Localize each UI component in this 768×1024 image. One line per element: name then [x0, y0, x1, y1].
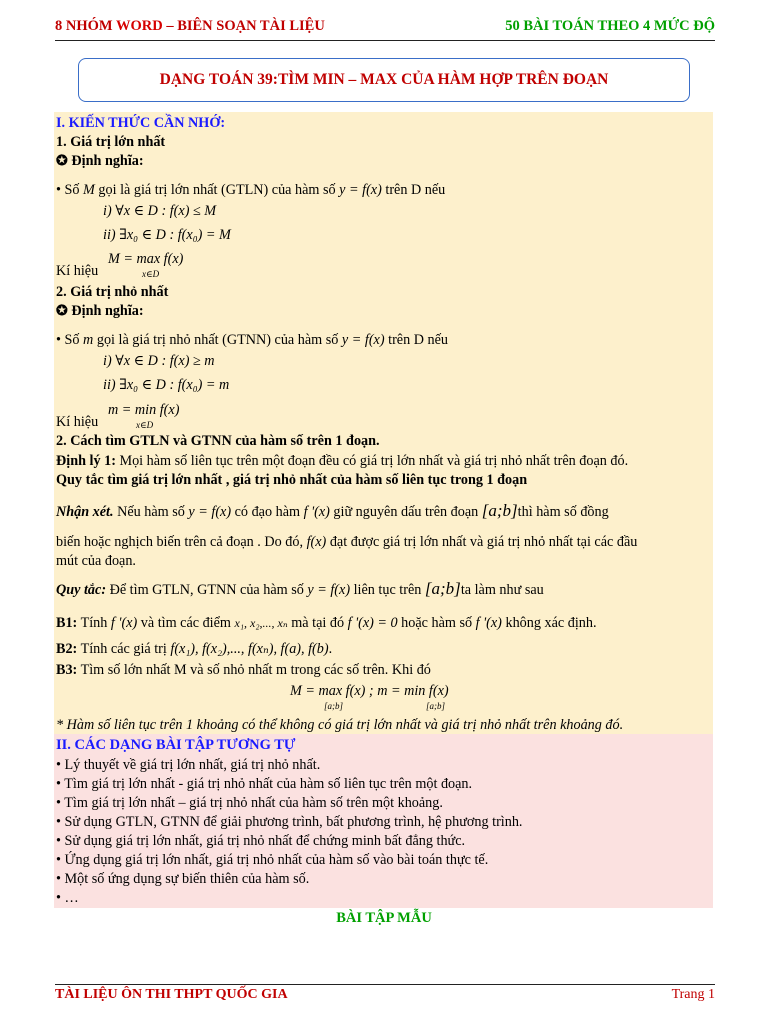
theorem-line — [56, 452, 628, 470]
result-formula — [290, 682, 449, 700]
theorem-text: Mọi hàm số liên tục trên một đoạn đều có giá trị lớn nhất và giá trị nhỏ nhất trên đoạn đó. — [115, 453, 629, 469]
text: • Số — [56, 332, 84, 348]
max-subheading: 1. Giá trị lớn nhất — [56, 134, 166, 150]
math-function: y = f(x) — [307, 582, 351, 598]
text: và tìm các điểm — [137, 615, 235, 631]
step-label: B1: — [56, 615, 78, 631]
step-label: B2: — [56, 641, 78, 657]
text: . — [328, 641, 333, 657]
step-b3 — [56, 661, 431, 679]
math-function: y = f(x) — [339, 182, 382, 198]
min-notation: m = min f(x) — [108, 402, 180, 418]
math-min-result: m = min f(x) — [377, 683, 449, 699]
text: ta làm như sau — [460, 582, 544, 598]
math-values: f(x₁), f(x₂),..., f(xₙ), f(a), f(b) — [170, 641, 329, 657]
list-item: • Tìm giá trị lớn nhất - giá trị nhỏ nhất của hàm số liên tục trên một đoạn. — [56, 776, 473, 792]
text: thì hàm số đồng — [517, 504, 609, 520]
text: Để tìm GTLN, GTNN của hàm số — [106, 582, 308, 598]
list-item: • Ứng dụng giá trị lớn nhất, giá trị nhỏ nhất của hàm số vào bài toán thực tế. — [56, 852, 489, 868]
text: • Số — [56, 182, 84, 198]
note-line: * Hàm số liên tục trên 1 khoảng có thể không có giá trị lớn nhất và giá trị nhỏ nhất trên khoảng đó. — [56, 717, 624, 733]
title-part1: DẠNG TOÁN 39: — [159, 71, 278, 88]
title-part2: TÌM MIN – MAX CỦA HÀM HỢP TRÊN ĐOẠN — [277, 71, 609, 88]
step-b2 — [56, 640, 332, 658]
header-prefix: 8 — [55, 18, 66, 34]
page-header — [55, 18, 715, 40]
result-sub-min: [a;b] — [426, 701, 446, 711]
math-interval: [a;b] — [424, 579, 461, 598]
math-max-result: M = max f(x) — [290, 683, 366, 699]
theorem-label: Định lý 1: — [56, 453, 116, 469]
header-word: WORD — [115, 18, 163, 34]
text: giữ nguyên dấu trên đoạn — [329, 504, 482, 520]
math-function: y = f(x) — [188, 504, 232, 520]
max-notation-sub: x∈D — [142, 269, 160, 279]
math-points: x₁, x₂,..., xₙ — [234, 616, 288, 630]
text: đạt được giá trị lớn nhất và giá trị nhỏ nhất tại các đầu — [326, 534, 638, 550]
section2-heading: II. CÁC DẠNG BÀI TẬP TƯƠNG TỰ — [56, 737, 296, 753]
list-item: • Sử dụng GTLN, GTNN để giải phương trình, bất phương trình, hệ phương trình. — [56, 814, 523, 830]
result-sub-max: [a;b] — [324, 701, 344, 711]
method-subheading: 2. Cách tìm GTLN và GTNN của hàm số trên 1 đoạn. — [56, 433, 380, 449]
text: Nếu hàm số — [113, 504, 189, 520]
rule-line — [56, 580, 544, 599]
max-condition-1: i) ∀x ∈ D : f(x) ≤ M — [103, 203, 217, 219]
header-mid: – BIÊN SOẠN — [162, 18, 260, 34]
header-left — [55, 18, 325, 35]
header-tail: TÀI LIỆU — [259, 18, 325, 34]
text: mà tại đó — [287, 615, 348, 631]
math-max: M = max f(x) — [108, 251, 184, 267]
math-derivative: f '(x) — [303, 504, 330, 520]
footer-left: TÀI LIỆU ÔN THI THPT QUỐC GIA — [55, 987, 288, 1002]
max-notation-label: Kí hiệu — [56, 263, 99, 279]
rule-title: Quy tắc tìm giá trị lớn nhất , giá trị nhỏ nhất của hàm số liên tục trong 1 đoạn — [56, 472, 528, 488]
text: trên D nếu — [384, 332, 449, 348]
step-b1 — [56, 614, 597, 632]
footer-divider — [55, 984, 715, 985]
sample-exercises-heading: BÀI TẬP MẪU — [336, 910, 432, 926]
max-condition-2: ii) ∃x₀ ∈ D : f(x₀) = M — [103, 227, 231, 243]
math-function: f(x) — [306, 534, 327, 550]
min-condition-2: ii) ∃x₀ ∈ D : f(x₀) = m — [103, 377, 230, 393]
remark-line-1 — [56, 502, 609, 521]
math-function: y = f(x) — [341, 332, 385, 348]
text: hoặc hàm số — [397, 615, 476, 631]
max-definition-line — [56, 181, 445, 199]
min-notation-sub: x∈D — [136, 420, 154, 430]
separator: ; — [365, 683, 378, 699]
remark-label: Nhận xét. — [56, 504, 114, 520]
header-nhom: NHÓM — [65, 18, 116, 34]
rule-label: Quy tắc: — [56, 582, 107, 598]
max-definition-label: ✪ Định nghĩa: — [56, 153, 144, 169]
header-divider — [55, 40, 715, 41]
min-notation-label: Kí hiệu — [56, 414, 99, 430]
math-equation: f '(x) = 0 — [347, 615, 398, 631]
remark-line-3: mút của đoạn. — [56, 553, 136, 569]
step-label: B3: — [56, 662, 78, 678]
text: liên tục trên — [350, 582, 425, 598]
min-definition-label: ✪ Định nghĩa: — [56, 303, 144, 319]
remark-line-2 — [56, 533, 637, 551]
math-m: m — [83, 332, 94, 348]
page-number: Trang 1 — [671, 987, 715, 1002]
math-derivative: f '(x) — [475, 615, 502, 631]
text: Tính các giá trị — [77, 641, 171, 657]
min-definition-line — [56, 331, 448, 349]
list-item: • Lý thuyết về giá trị lớn nhất, giá trị nhỏ nhất. — [56, 757, 321, 773]
text: Tìm số lớn nhất M và số nhỏ nhất m trong các số trên. Khi đó — [77, 662, 431, 678]
math-interval: [a;b] — [481, 501, 518, 520]
section1-heading: I. KIẾN THỨC CẦN NHỚ: — [56, 115, 226, 131]
list-item: • … — [56, 890, 79, 906]
text: trên D nếu — [381, 182, 446, 198]
min-condition-1: i) ∀x ∈ D : f(x) ≥ m — [103, 353, 215, 369]
title-box — [78, 58, 690, 102]
text: biến hoặc nghịch biến trên cả đoạn . Do đó, — [56, 534, 307, 550]
text: có đạo hàm — [231, 504, 304, 520]
min-subheading: 2. Giá trị nhỏ nhất — [56, 284, 169, 300]
math-derivative: f '(x) — [110, 615, 138, 631]
text: gọi là giá trị lớn nhất (GTLN) của hàm số — [94, 182, 340, 198]
list-item: • Sử dụng giá trị lớn nhất, giá trị nhỏ nhất để chứng minh bất đẳng thức. — [56, 833, 466, 849]
text: Tính — [77, 615, 111, 631]
header-right: 50 BÀI TOÁN THEO 4 MỨC ĐỘ — [505, 18, 715, 34]
list-item: • Tìm giá trị lớn nhất – giá trị nhỏ nhất của hàm số trên một khoảng. — [56, 795, 443, 811]
math-M: M — [83, 182, 95, 198]
text: gọi là giá trị nhỏ nhất (GTNN) của hàm số — [93, 332, 342, 348]
text: không xác định. — [501, 615, 597, 631]
list-item: • Một số ứng dụng sự biến thiên của hàm số. — [56, 871, 310, 887]
